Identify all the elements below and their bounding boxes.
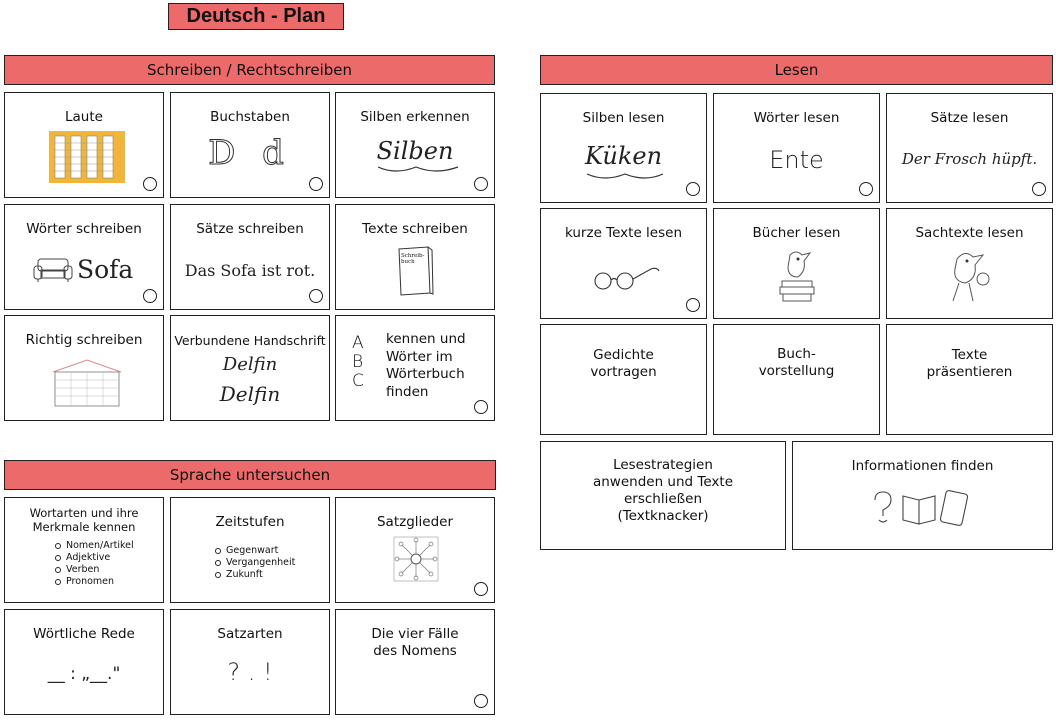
- list-item-label: Verben: [66, 564, 100, 575]
- list-item-label: Pronomen: [66, 576, 115, 587]
- sofa-handwriting: Sofa: [77, 255, 134, 284]
- question-book-tablet-icon: [871, 490, 971, 528]
- checkbox-circle[interactable]: [686, 298, 700, 312]
- list-item: [215, 557, 295, 569]
- page-title: Deutsch - Plan: [168, 3, 344, 30]
- card-saetze-lesen[interactable]: [886, 93, 1053, 203]
- card-label: Silben erkennen: [360, 109, 470, 125]
- list-item-label: Nomen/Artikel: [66, 540, 134, 551]
- list-item: [215, 569, 295, 581]
- card-label: Bücher lesen: [752, 225, 841, 241]
- checkbox-circle[interactable]: [474, 177, 488, 191]
- checkbox-circle[interactable]: [474, 400, 488, 414]
- list-item-label: Zukunft: [226, 569, 263, 580]
- card-label: kennen und Wörter im Wörterbuch finden: [386, 331, 466, 400]
- list-item-label: Adjektive: [66, 552, 111, 563]
- card-zeitstufen[interactable]: [170, 497, 330, 603]
- checkbox-circle[interactable]: [143, 177, 157, 191]
- card-lesestrategien[interactable]: [540, 441, 786, 550]
- section-header-lesen: Lesen: [540, 55, 1053, 85]
- punctuation-symbol: ? . !: [227, 658, 273, 686]
- card-label: Texte schreiben: [362, 221, 468, 237]
- ente-handwriting: Ente: [769, 146, 824, 174]
- card-woerter-lesen[interactable]: [713, 93, 880, 203]
- syllable-arcs-icon: [585, 172, 665, 182]
- card-label: Sätze lesen: [930, 110, 1009, 126]
- section-header-schreiben: Schreiben / Rechtschreiben: [4, 55, 495, 85]
- card-satzarten[interactable]: [170, 609, 330, 715]
- card-label: Texte präsentieren: [926, 347, 1013, 380]
- card-buchvorstellung[interactable]: [713, 324, 880, 435]
- card-woerter-schreiben[interactable]: [4, 204, 164, 310]
- notebook-label: Schreib-buch: [401, 253, 425, 265]
- card-wortarten[interactable]: [4, 497, 164, 603]
- bird-on-books-icon: [776, 249, 818, 307]
- card-woertliche-rede[interactable]: [4, 609, 164, 715]
- card-gedichte[interactable]: [540, 324, 707, 435]
- bird-with-magnifier-icon: [945, 249, 995, 307]
- card-silben-erkennen[interactable]: [335, 92, 495, 198]
- checkbox-circle[interactable]: [474, 694, 488, 708]
- saetze-handwriting: Das Sofa ist rot.: [184, 261, 316, 280]
- card-texte-schreiben[interactable]: [335, 204, 495, 310]
- card-label: Die vier Fälle des Nomens: [371, 626, 459, 659]
- card-texte-praesentieren[interactable]: [886, 324, 1053, 435]
- card-label: Satzarten: [217, 626, 283, 642]
- zeitstufen-list: [215, 545, 295, 581]
- card-buchstaben[interactable]: [170, 92, 330, 198]
- section-header-sprache: Sprache untersuchen: [4, 460, 496, 490]
- card-label: Wörter schreiben: [26, 221, 142, 237]
- bullet-circle[interactable]: [215, 560, 221, 566]
- bullet-circle[interactable]: [215, 572, 221, 578]
- delfin-line-1: Delfin: [222, 354, 278, 375]
- quotation-symbol: __ : „__.": [47, 664, 121, 684]
- list-item: [215, 545, 295, 557]
- card-silben-lesen[interactable]: [540, 93, 707, 203]
- card-woerterbuch[interactable]: [335, 315, 495, 421]
- list-item-label: Vergangenheit: [226, 557, 296, 568]
- card-label: Sätze schreiben: [196, 221, 304, 237]
- sentence-parts-diagram-icon: [393, 536, 439, 582]
- silben-handwriting: Silben: [376, 137, 454, 165]
- checkbox-circle[interactable]: [859, 182, 873, 196]
- card-label: Laute: [65, 109, 103, 125]
- card-verbundene-handschrift[interactable]: [170, 315, 330, 421]
- buchstaben-handwriting: D d: [208, 133, 292, 173]
- card-label: Silben lesen: [582, 110, 665, 126]
- card-label: Wortarten und ihre Merkmale kennen: [29, 506, 139, 534]
- card-richtig-schreiben[interactable]: [4, 315, 164, 421]
- bullet-circle[interactable]: [215, 548, 221, 554]
- checkbox-circle[interactable]: [309, 177, 323, 191]
- card-informationen[interactable]: [792, 441, 1053, 550]
- bullet-circle[interactable]: [55, 555, 61, 561]
- bullet-circle[interactable]: [55, 543, 61, 549]
- card-label: Satzglieder: [376, 514, 454, 530]
- syllable-arcs-icon: [376, 165, 460, 175]
- card-buecher-lesen[interactable]: [713, 208, 880, 319]
- card-label: Informationen finden: [851, 458, 994, 474]
- checkbox-circle[interactable]: [309, 289, 323, 303]
- card-vier-faelle[interactable]: [335, 609, 495, 715]
- card-label: Verbundene Handschrift: [174, 333, 326, 348]
- card-satzglieder[interactable]: [335, 497, 495, 603]
- laute-chart-icon: [49, 131, 125, 183]
- list-item: [55, 564, 134, 576]
- card-label: Richtig schreiben: [25, 332, 143, 348]
- card-label: Sachtexte lesen: [915, 225, 1024, 241]
- card-laute[interactable]: [4, 92, 164, 198]
- wortarten-list: [55, 540, 134, 588]
- list-item: [55, 576, 134, 588]
- checkbox-circle[interactable]: [474, 582, 488, 596]
- card-sachtexte-lesen[interactable]: [886, 208, 1053, 319]
- frosch-handwriting: Der Frosch hüpft.: [901, 150, 1038, 168]
- checkbox-circle[interactable]: [686, 182, 700, 196]
- bullet-circle[interactable]: [55, 579, 61, 585]
- card-label: Zeitstufen: [215, 514, 285, 530]
- kueken-handwriting: Küken: [584, 142, 663, 170]
- bullet-circle[interactable]: [55, 567, 61, 573]
- card-label: Buchstaben: [210, 109, 290, 125]
- glasses-icon: [591, 265, 663, 291]
- card-label: Wörter lesen: [753, 110, 840, 126]
- card-label: Buch- vorstellung: [758, 346, 835, 379]
- sofa-icon: [33, 257, 73, 283]
- card-label: Wörtliche Rede: [33, 626, 135, 642]
- list-item-label: Gegenwart: [226, 545, 279, 556]
- delfin-line-2: Delfin: [219, 382, 281, 406]
- list-item: [55, 540, 134, 552]
- list-item: [55, 552, 134, 564]
- card-kurze-texte[interactable]: [540, 208, 707, 319]
- checkbox-circle[interactable]: [1032, 182, 1046, 196]
- abc-letters: A B C: [352, 333, 364, 391]
- card-label: Gedichte vortragen: [590, 347, 657, 380]
- checkbox-circle[interactable]: [143, 289, 157, 303]
- card-label: kurze Texte lesen: [564, 225, 683, 241]
- card-saetze-schreiben[interactable]: [170, 204, 330, 310]
- card-label: Lesestrategien anwenden und Texte erschließen (Textknacker): [592, 457, 734, 524]
- house-icon: [51, 358, 123, 408]
